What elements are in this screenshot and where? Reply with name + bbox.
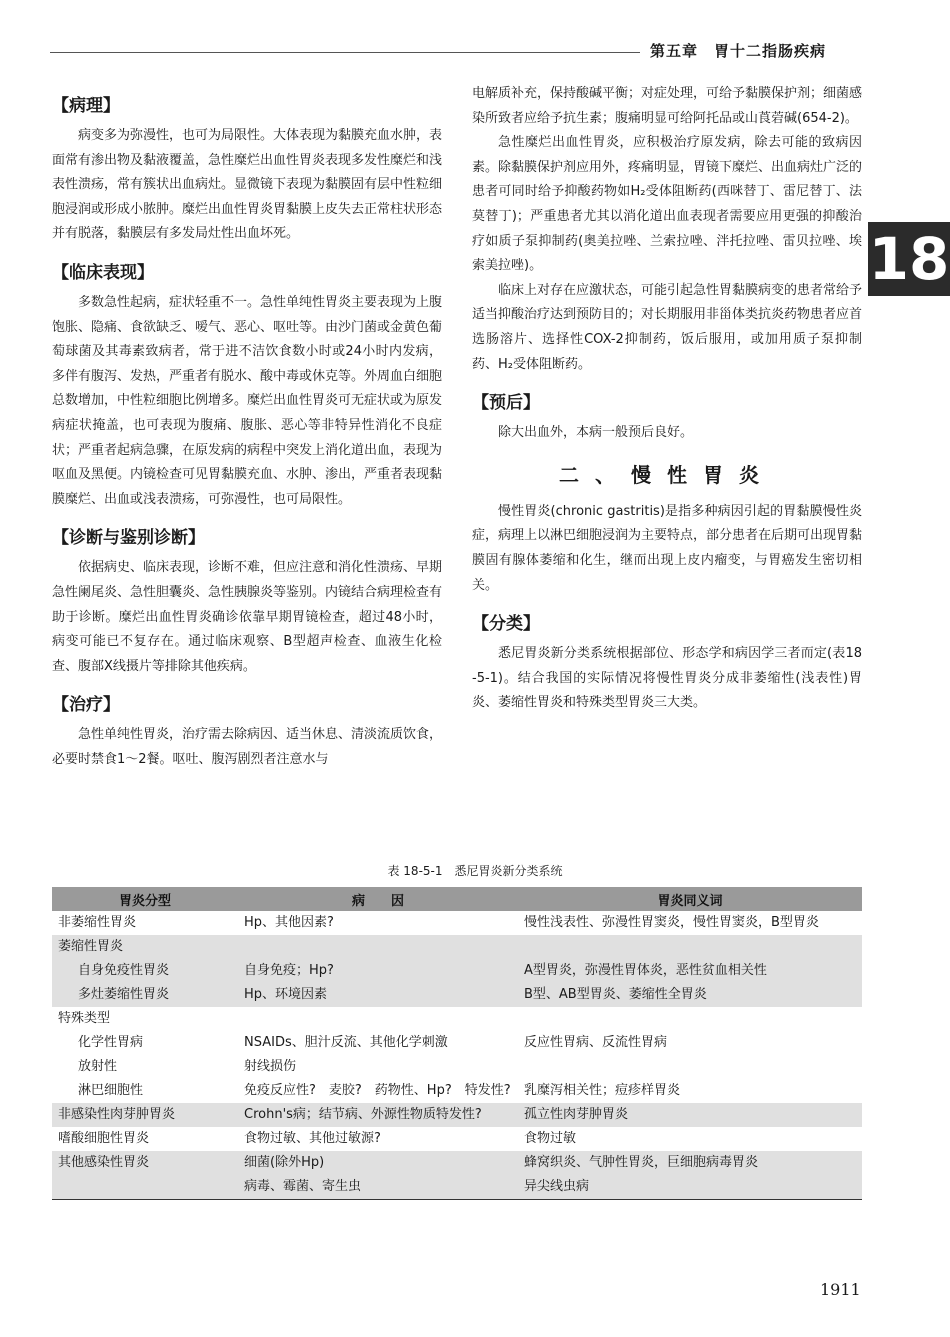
chapter-header: 第五章 胃十二指肠疾病 xyxy=(650,42,827,60)
table-cell: 特殊类型 xyxy=(52,1007,238,1031)
section-title-diagnosis: 【诊断与鉴别诊断】 xyxy=(52,528,205,549)
table-cell: 自身免疫性胃炎 xyxy=(52,959,238,983)
section-title-clinical: 【临床表现】 xyxy=(52,262,154,283)
table-cell: 放射性 xyxy=(52,1055,238,1079)
table-cell xyxy=(518,1055,862,1079)
table-cell: 其他感染性胃炎 xyxy=(52,1151,238,1175)
table-row xyxy=(52,1151,862,1175)
table-cell: 嗜酸细胞性胃炎 xyxy=(52,1127,238,1151)
right-column xyxy=(472,82,862,716)
table-cell: 细菌(除外Hp) xyxy=(238,1151,518,1175)
table-row xyxy=(52,911,862,935)
chapter-tab: 18 xyxy=(868,222,950,296)
paragraph-chronic-intro: 慢性胃炎(chronic gastritis)是指多种病因引起的胃黏膜慢性炎症，病理上以淋巴细胞浸润为主要特点，部分患者在后期可出现胃黏膜固有腺体萎缩和化生，继而出现上皮内瘤变，与胃癌发生密切相关。 xyxy=(472,503,863,593)
table-row xyxy=(52,983,862,1007)
header-rule xyxy=(50,52,640,53)
table-cell xyxy=(238,1007,518,1031)
table-cell: 乳糜泻相关性；痘疹样胃炎 xyxy=(518,1079,862,1103)
table-row xyxy=(52,1175,862,1200)
left-column xyxy=(52,82,442,772)
subsection-title-chronic-gastritis: 二、慢性胃炎 xyxy=(559,462,775,487)
paragraph-diagnosis: 依据病史、临床表现，诊断不难，但应注意和消化性溃疡、早期急性阑尾炎、急性胆囊炎、急性胰腺炎等鉴别。内镜结合病理检查有助于诊断。糜烂出血性胃炎确诊依靠早期胃镜检查，超过48小时，病变可能已不复存在。通过临床观察、B型超声检查、血液生化检查、腹部X线摄片等排除其他疾病。 xyxy=(52,560,443,674)
table-row xyxy=(52,1127,862,1151)
paragraph-prognosis: 除大出血外，本病一般预后良好。 xyxy=(498,425,694,441)
table-cell: 非萎缩性胃炎 xyxy=(52,911,238,935)
table-cell: 免疫反应性? 麦胶? 药物性、Hp? 特发性? xyxy=(238,1079,518,1103)
table-row xyxy=(52,1007,862,1031)
paragraph-treatment: 急性单纯性胃炎，治疗需去除病因、适当休息、清淡流质饮食，必要时禁食1～2餐。呕吐、腹泻剧烈者注意水与 xyxy=(52,727,443,767)
table-cell: 孤立性肉芽肿胃炎 xyxy=(518,1103,862,1127)
paragraph-classification: 悉尼胃炎新分类系统根据部位、形态学和病因学三者而定(表18-5-1)。结合我国的实际情况将慢性胃炎分成非萎缩性(浅表性)胃炎、萎缩性胃炎和特殊类型胃炎三大类。 xyxy=(472,646,862,711)
section-title-classification: 【分类】 xyxy=(472,614,540,635)
table-header-synonyms: 胃炎同义词 xyxy=(518,887,862,911)
table-cell: 蜂窝织炎、气肿性胃炎，巨细胞病毒胃炎 xyxy=(518,1151,862,1175)
table-cell: 非感染性肉芽肿胃炎 xyxy=(52,1103,238,1127)
sydney-classification-table xyxy=(52,887,862,1200)
paragraph-clinical: 多数急性起病，症状轻重不一。急性单纯性胃炎主要表现为上腹饱胀、隐痛、食欲缺乏、嗳气、恶心、呕吐等。由沙门菌或金黄色葡萄球菌及其毒素致病者，常于进不洁饮食数小时或24小时内发病，多伴有腹泻、发热，严重者有脱水、酸中毒或休克等。外周血白细胞总数增加，中性粒细胞比例增多。糜烂出血性胃炎可无症状或为原发病症状掩盖，也可表现为腹痛、腹胀、恶心等非特异性消化不良症状；严重者起病急骤，在原发病的病程中突发上消化道出血，表现为呕血及黑便。内镜检查可见胃黏膜充血、水肿、渗出，严重者表现黏膜糜烂、出血或浅表溃疡，可弥漫性，也可局限性。 xyxy=(52,294,443,507)
table-header-type: 胃炎分型 xyxy=(52,887,238,911)
paragraph-treatment-prevention: 临床上对存在应激状态，可能引起急性胃黏膜病变的患者常给予适当抑酸治疗达到预防目的；对长期服用非甾体类抗炎药物患者应首选肠溶片、选择性COX-2抑制药，饭后服用，或加用质子泵抑制药、H₂受体阻断药。 xyxy=(472,282,863,372)
paragraph-pathology: 病变多为弥漫性，也可为局限性。大体表现为黏膜充血水肿，表面常有渗出物及黏液覆盖，急性糜烂出血性胃炎表现多发性糜烂和浅表性溃疡，常有簇状出血病灶。显微镜下表现为黏膜固有层中性粒细胞浸润或形成小脓肿。糜烂出血性胃炎胃黏膜上皮失去正常柱状形态并有脱落，黏膜层有多发局灶性出血坏死。 xyxy=(52,128,443,242)
paragraph-treatment-erosive: 急性糜烂出血性胃炎，应积极治疗原发病，除去可能的致病因素。除黏膜保护剂应用外，疼痛明显，胃镜下糜烂、出血病灶广泛的患者可同时给予抑酸药物如H₂受体阻断药(西咪替丁、雷尼替丁、法莫替丁)；严重患者尤其以消化道出血表现者需要应用更强的抑酸治疗如质子泵抑制药(奥美拉唑、兰索拉唑、泮托拉唑、雷贝拉唑、埃索美拉唑)。 xyxy=(472,135,863,274)
section-title-treatment: 【治疗】 xyxy=(52,695,120,716)
table-cell xyxy=(518,935,862,959)
table-cell: 反应性胃病、反流性胃病 xyxy=(518,1031,862,1055)
table-cell: A型胃炎，弥漫性胃体炎，恶性贫血相关性 xyxy=(518,959,862,983)
table-row xyxy=(52,1055,862,1079)
table-cell: 化学性胃病 xyxy=(52,1031,238,1055)
table-cell xyxy=(238,935,518,959)
table-cell: NSAIDs、胆汁反流、其他化学刺激 xyxy=(238,1031,518,1055)
table-cell: Hp、环境因素 xyxy=(238,983,518,1007)
section-title-pathology: 【病理】 xyxy=(52,96,120,116)
table-cell: 自身免疫；Hp? xyxy=(238,959,518,983)
table-cell: 异尖线虫病 xyxy=(518,1175,862,1200)
section-title-prognosis: 【预后】 xyxy=(472,393,540,414)
table-row xyxy=(52,959,862,983)
table-cell: Crohn's病；结节病、外源性物质特发性? xyxy=(238,1103,518,1127)
table-row xyxy=(52,1103,862,1127)
table-caption: 表 18-5-1 悉尼胃炎新分类系统 xyxy=(387,864,563,878)
table-row xyxy=(52,1079,862,1103)
table-cell xyxy=(518,1007,862,1031)
table-cell: 慢性浅表性、弥漫性胃窦炎，慢性胃窦炎，B型胃炎 xyxy=(518,911,862,935)
table-cell: 多灶萎缩性胃炎 xyxy=(52,983,238,1007)
paragraph-treatment-continued: 电解质补充，保持酸碱平衡；对症处理，可给予黏膜保护剂；细菌感染所致者应给予抗生素；腹痛明显可给阿托品或山莨菪碱(654-2)。 xyxy=(472,86,863,126)
table-cell: 食物过敏、其他过敏源? xyxy=(238,1127,518,1151)
table-cell: 淋巴细胞性 xyxy=(52,1079,238,1103)
table-cell: 食物过敏 xyxy=(518,1127,862,1151)
table-header-cause: 病 因 xyxy=(238,887,518,911)
table-cell: 萎缩性胃炎 xyxy=(52,935,238,959)
table-cell: 射线损伤 xyxy=(238,1055,518,1079)
table-cell: B型、AB型胃炎、萎缩性全胃炎 xyxy=(518,983,862,1007)
table-row xyxy=(52,1031,862,1055)
table-cell: Hp、其他因素? xyxy=(238,911,518,935)
table-cell: 病毒、霉菌、寄生虫 xyxy=(238,1175,518,1200)
table-row xyxy=(52,935,862,959)
page-number: 1911 xyxy=(820,1280,861,1299)
table-cell xyxy=(52,1175,238,1200)
